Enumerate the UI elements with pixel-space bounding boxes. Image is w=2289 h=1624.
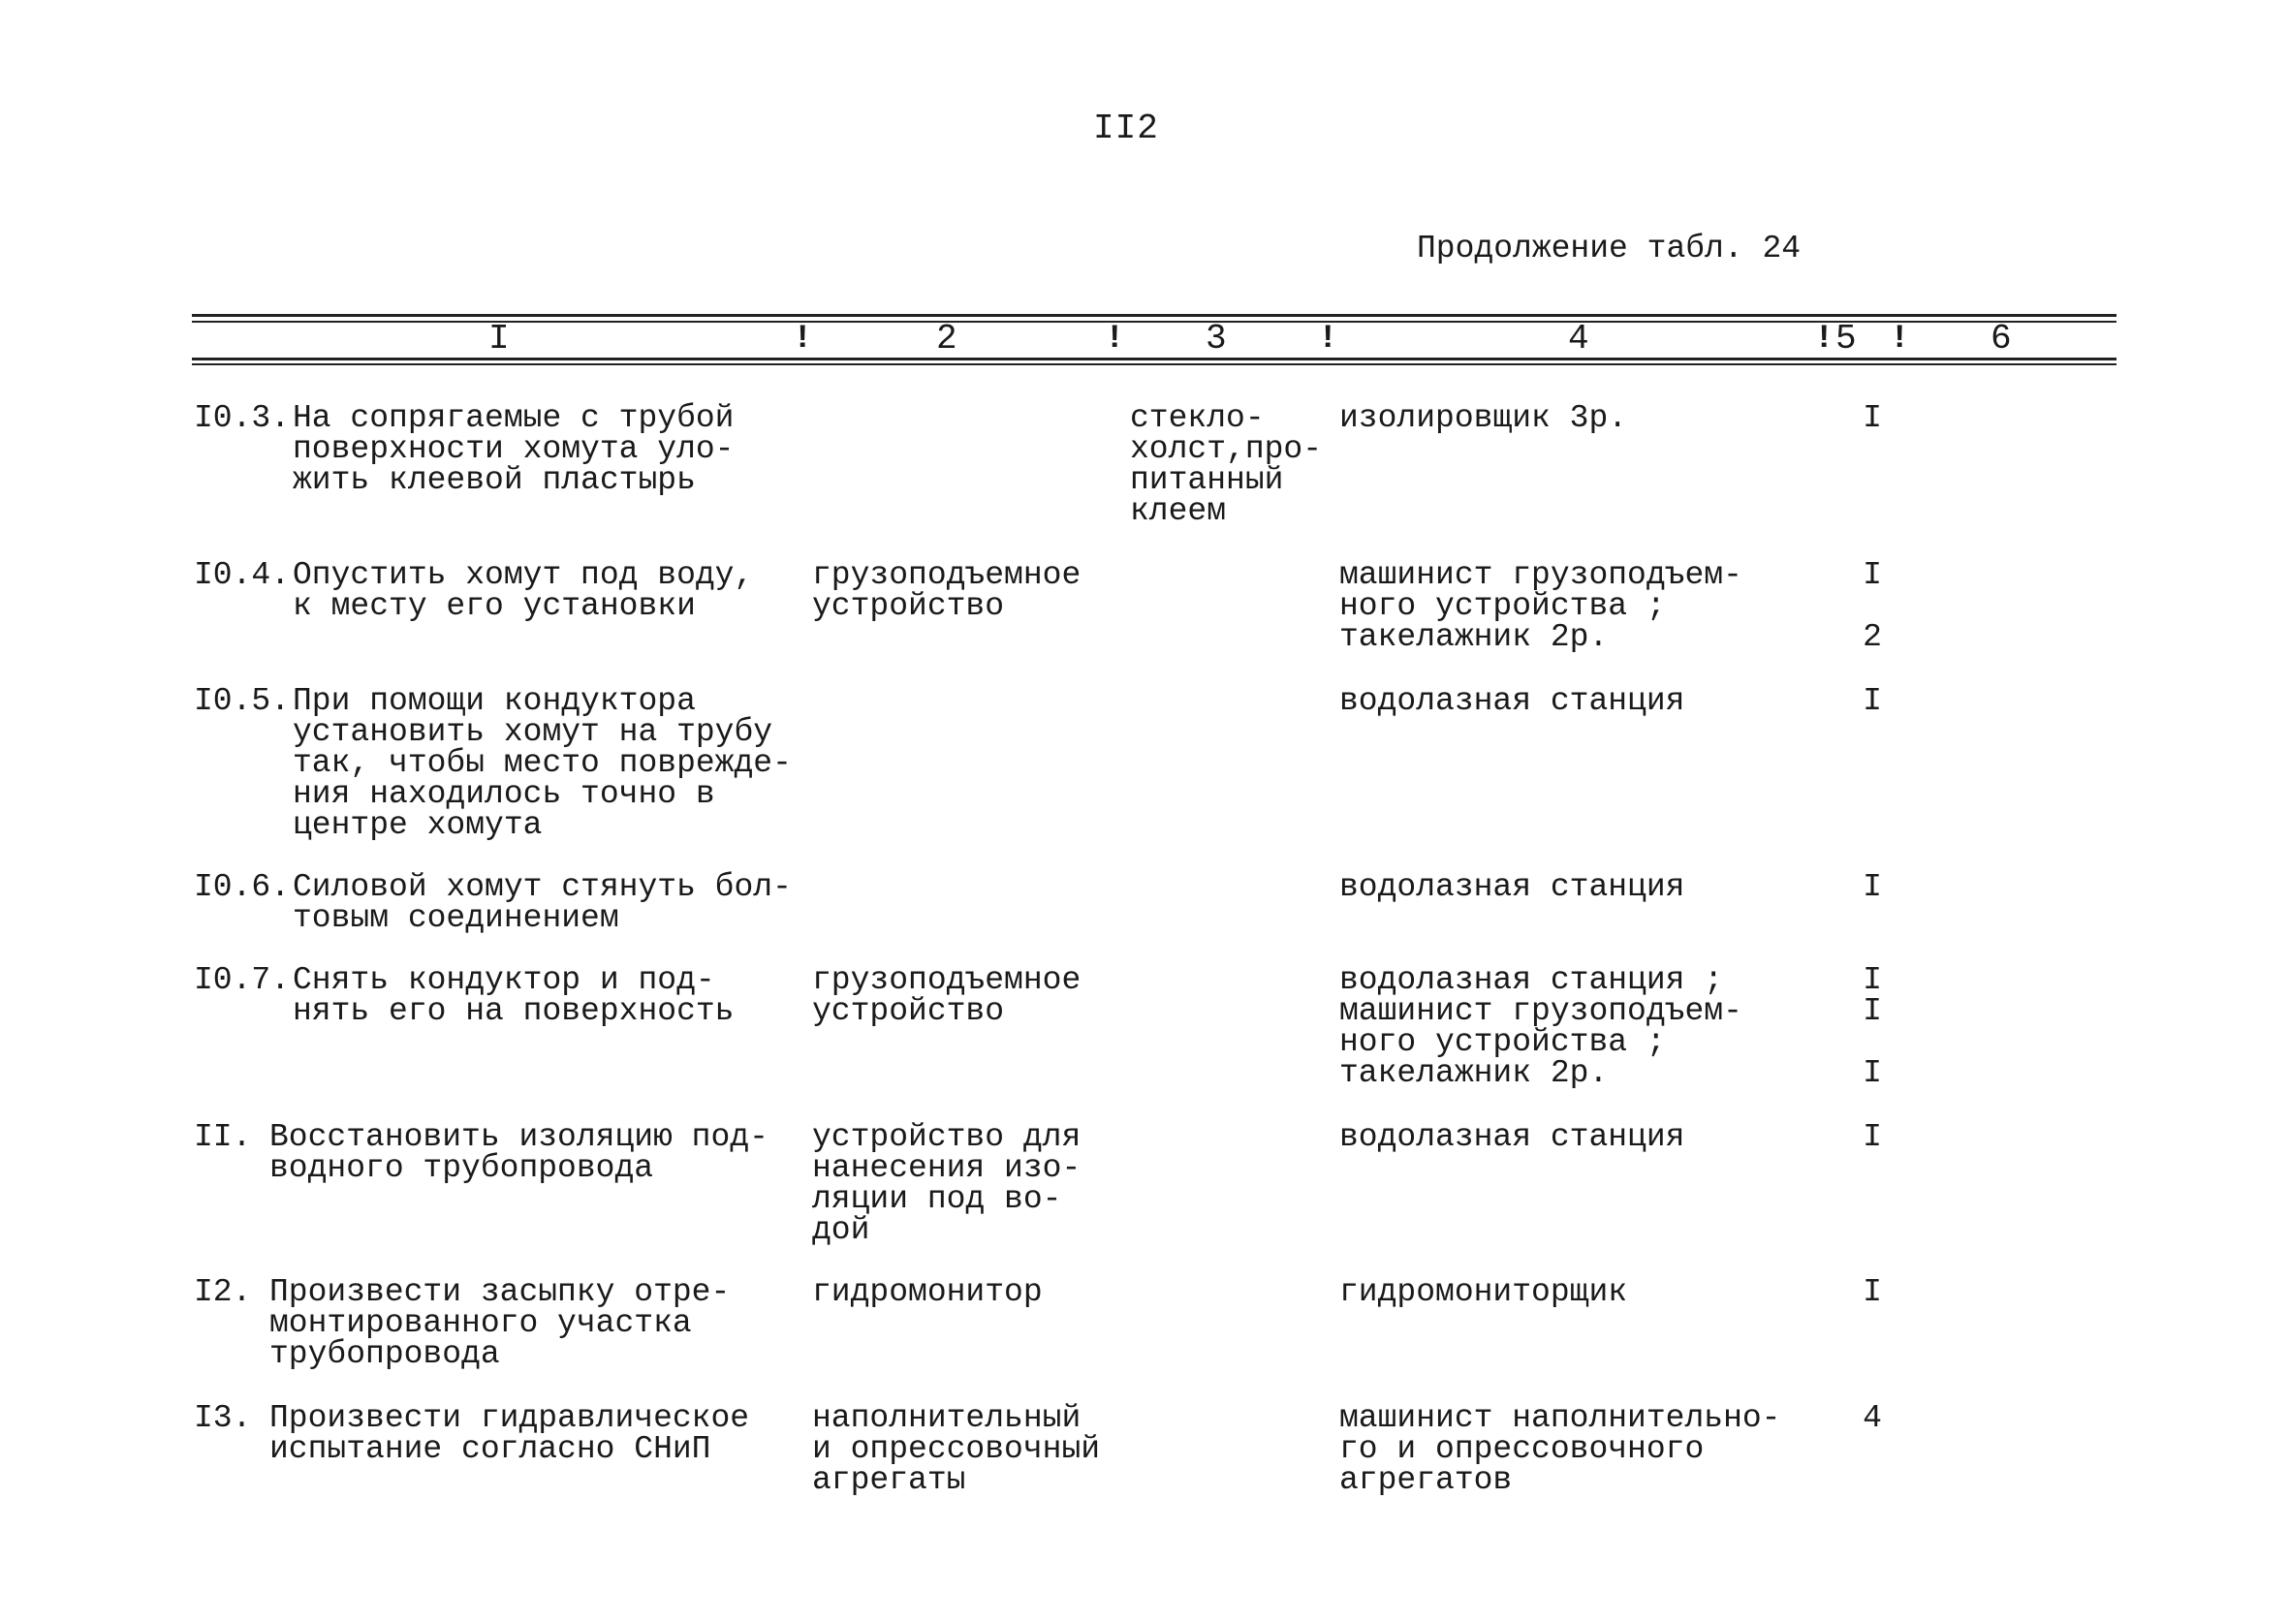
column-separator: ! <box>793 321 813 358</box>
workers-cell: машинист грузоподъем- ного устройства ; такелажник 2р. <box>1339 557 1742 655</box>
count-cell: I I I <box>1863 962 1882 1091</box>
column-separator: ! <box>1890 321 1910 358</box>
workers-cell: водолазная станция <box>1339 1119 1685 1155</box>
column-header-3: 3 <box>1206 319 1227 359</box>
row-number: I0.6. <box>194 869 291 905</box>
column-header-4: 4 <box>1568 319 1589 359</box>
row-number: I0.4. <box>194 557 291 593</box>
operation-cell: На сопрягаемые с трубой поверхности хомута уло- жить клеевой пластырь <box>293 400 735 498</box>
equipment-cell: гидромонитор <box>812 1274 1043 1310</box>
column-header-1: I <box>488 319 510 359</box>
column-header-5: 5 <box>1835 319 1857 359</box>
operation-cell: Восстановить изоляцию под- водного трубопровода <box>269 1119 768 1186</box>
materials-cell: стекло- холст,про- питанный клеем <box>1130 400 1323 529</box>
operation-cell: Произвести гидравлическое испытание согласно СНиП <box>269 1400 750 1467</box>
equipment-cell: устройство для нанесения изо- ляции под во- дой <box>812 1119 1082 1248</box>
count-cell: 4 <box>1863 1400 1882 1436</box>
equipment-cell: грузоподъемное устройство <box>812 557 1082 624</box>
column-separator: ! <box>1105 321 1125 358</box>
count-cell: I <box>1863 400 1882 436</box>
table-top-rule <box>192 314 2117 317</box>
row-number: I3. <box>194 1400 252 1436</box>
equipment-cell: наполнительный и опрессовочный агрегаты <box>812 1400 1101 1498</box>
workers-cell: машинист наполнительно- го и опрессовочного агрегатов <box>1339 1400 1781 1498</box>
page-number: II2 <box>1093 109 1159 148</box>
workers-cell: изолировщик 3р. <box>1339 400 1628 436</box>
count-cell: I <box>1863 683 1882 719</box>
operation-cell: Опустить хомут под воду, к месту его установки <box>293 557 754 624</box>
count-cell: I <box>1863 1119 1882 1155</box>
row-number: I2. <box>194 1274 252 1310</box>
workers-cell: водолазная станция ; машинист грузоподъем- ного устройства ; такелажник 2р. <box>1339 962 1742 1091</box>
column-separator: ! <box>1318 321 1338 358</box>
operation-cell: Снять кондуктор и под- нять его на поверхность <box>293 962 735 1029</box>
row-number: I0.3. <box>194 400 291 436</box>
equipment-cell: грузоподъемное устройство <box>812 962 1082 1029</box>
column-header-2: 2 <box>936 319 957 359</box>
column-separator: ! <box>1814 321 1834 358</box>
count-cell: I <box>1863 1274 1882 1310</box>
row-number: II. <box>194 1119 252 1155</box>
row-number: I0.5. <box>194 683 291 719</box>
table-continuation-label: Продолжение табл. 24 <box>1417 231 1802 266</box>
row-number: I0.7. <box>194 962 291 998</box>
count-cell: I <box>1863 869 1882 905</box>
count-cell: I 2 <box>1863 557 1882 655</box>
table-header-rule <box>192 358 2117 360</box>
workers-cell: водолазная станция <box>1339 869 1685 905</box>
column-header-6: 6 <box>1991 319 2012 359</box>
operation-cell: При помощи кондуктора установить хомут на трубу так, чтобы место поврежде- ния находилось точно в центре хомута <box>293 683 792 843</box>
workers-cell: гидромониторщик <box>1339 1274 1628 1310</box>
table-header-rule-inner <box>192 363 2117 365</box>
operation-cell: Силовой хомут стянуть бол- товым соединением <box>293 869 792 936</box>
workers-cell: водолазная станция <box>1339 683 1685 719</box>
operation-cell: Произвести засыпку отре- монтированного участка трубопровода <box>269 1274 731 1372</box>
